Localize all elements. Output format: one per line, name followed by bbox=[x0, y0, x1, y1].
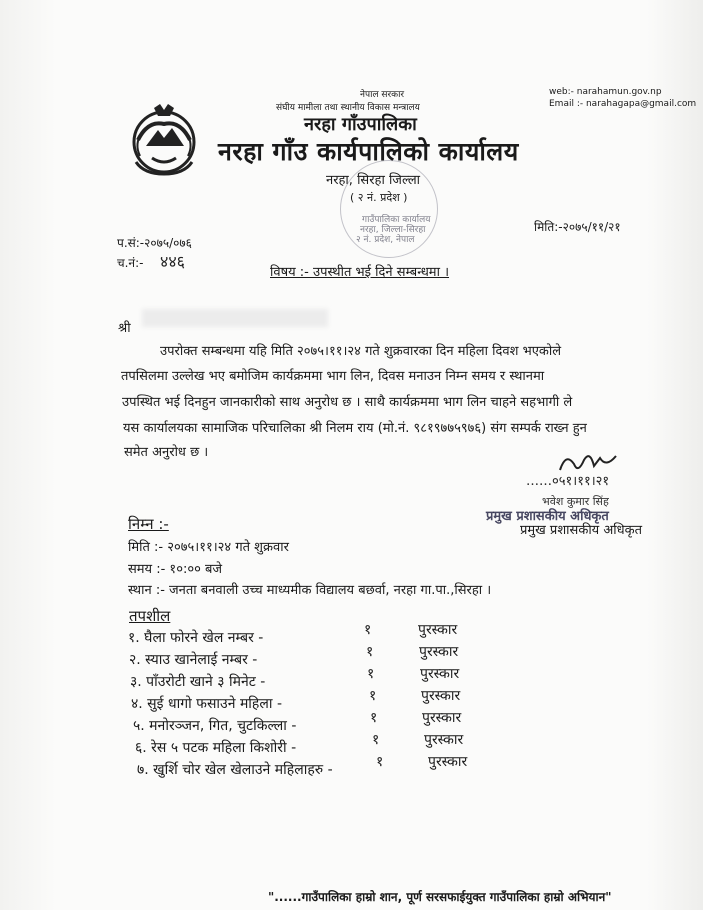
tapsil-item-label: १. घैला फोरने खेल नम्बर - bbox=[128, 630, 264, 646]
tapsil-item-label: ६. रेस ५ पटक महिला किशोरी - bbox=[135, 740, 297, 756]
tapsil-item-reward: पुरस्कार bbox=[420, 666, 460, 682]
letter-subject: विषय :- उपस्थीत भई दिने सम्बन्धमा । bbox=[270, 265, 450, 280]
tapsil-item-count: १ bbox=[364, 622, 372, 638]
tapsil-item-label: २. स्याउ खानेलाई नम्बर - bbox=[129, 652, 258, 668]
tapsil-item-count: १ bbox=[372, 732, 380, 748]
tapsil-item-count: १ bbox=[369, 688, 377, 704]
tapsil-heading: तपशील bbox=[129, 607, 171, 625]
stamp-line-2: नरहा, जिल्ला-सिरहा bbox=[360, 225, 426, 235]
municipality-name: नरहा गाँउपालिका bbox=[304, 114, 417, 135]
tapsil-item-reward: पुरस्कार bbox=[421, 688, 461, 704]
event-date: मिति :- २०७५।११।२४ गते शुक्रवार bbox=[128, 540, 289, 555]
body-line-5: समेत अनुरोध छ । bbox=[124, 445, 209, 460]
patra-sankhya: प.सं:-२०७५/०७६ bbox=[117, 236, 192, 250]
body-line-3: उपस्थित भई दिनहुन जानकारीको साथ अनुरोध छ । साथै कार्यक्रममा भाग लिन चाहने सहभागी ले bbox=[122, 395, 573, 410]
nimna-heading: निम्न :- bbox=[128, 515, 169, 533]
stamp-line-1: गाउँपालिका कार्यालय bbox=[362, 215, 431, 225]
province-name: ( २ नं. प्रदेश ) bbox=[350, 191, 408, 204]
office-address: नरहा, सिरहा जिल्ला bbox=[326, 173, 420, 188]
tapsil-item-label: ७. खुर्शि चोर खेल खेलाउने महिलाहरु - bbox=[137, 762, 333, 778]
tapsil-item-count: १ bbox=[376, 754, 384, 770]
website: web:- narahamun.gov.np bbox=[549, 87, 662, 97]
tapsil-item-count: १ bbox=[370, 710, 378, 726]
tapsil-item-reward: पुरस्कार bbox=[424, 732, 464, 748]
recipient-prefix: श्री bbox=[118, 321, 131, 336]
chalani-label: च.नं:- bbox=[117, 256, 144, 270]
tapsil-item-label: ३. पाँउरोटी खाने ३ मिनेट - bbox=[130, 674, 266, 690]
chalani-number: ४४६ bbox=[160, 252, 185, 271]
event-time: समय :- १०:०० बजे bbox=[128, 562, 223, 577]
recipient-name-redacted bbox=[142, 309, 328, 327]
signatory-title: प्रमुख प्रशासकीय अधिकृत bbox=[520, 523, 643, 538]
event-place: स्थान :- जनता बनवाली उच्च माध्यमीक विद्यालय बछर्वा, नरहा गा.पा.,सिरहा । bbox=[128, 583, 492, 598]
tapsil-item-reward: पुरस्कार bbox=[422, 710, 462, 726]
ministry-name: संघीय मामीला तथा स्थानीय विकास मन्त्रालय bbox=[276, 103, 420, 113]
stamp-line-3: २ नं. प्रदेश, नेपाल bbox=[356, 235, 415, 245]
office-name: नरहा गाँउ कार्यपालिकाे कार्यालय bbox=[218, 137, 519, 166]
tapsil-item-reward: पुरस्कार bbox=[428, 754, 468, 770]
letter-date: मिति:-२०७५/११/२१ bbox=[534, 220, 621, 234]
government-name: नेपाल सरकार bbox=[360, 90, 405, 100]
tapsil-item-label: ४. सुई धागो फसाउने महिला - bbox=[131, 696, 282, 712]
nepal-emblem-icon bbox=[124, 100, 204, 180]
tapsil-item-label: ५. मनोरञ्जन, गित, चुटकिल्ला - bbox=[133, 718, 297, 734]
body-line-4: यस कार्यालयका सामाजिक परिचालिका श्री निलम राय (मो.नं. ९८१९७७५९७६) संग सम्पर्क राख्न हुन bbox=[123, 421, 587, 436]
tapsil-item-count: १ bbox=[367, 666, 375, 682]
email-address: Email :- narahagapa@gmail.com bbox=[549, 99, 697, 109]
body-line-2: तपसिलमा उल्लेख भए बमोजिम कार्यक्रममा भाग लिन, दिवस मनाउन निम्न समय र स्थानमा bbox=[121, 369, 545, 384]
footer-slogan: "......गाउँपालिका हाम्रो शान, पूर्ण सरसफाईयुक्त गाउँपालिका हाम्रो अभियान" bbox=[268, 890, 612, 904]
signatory-name: भवेश कुमार सिंह bbox=[542, 495, 609, 508]
body-line-1: उपरोक्त सम्बन्धमा यहि मिति २०७५।११।२४ गते शुक्रवारका दिन महिला दिवश भएकोले bbox=[160, 344, 562, 359]
tapsil-item-count: १ bbox=[366, 644, 374, 660]
signature-date: ……०५१।११।२१ bbox=[526, 474, 610, 489]
tapsil-item-reward: पुरस्कार bbox=[418, 622, 458, 638]
signatory-title-stamp: प्रमुख प्रशासकीय अधिकृत bbox=[486, 509, 609, 524]
tapsil-item-reward: पुरस्कार bbox=[419, 644, 459, 660]
